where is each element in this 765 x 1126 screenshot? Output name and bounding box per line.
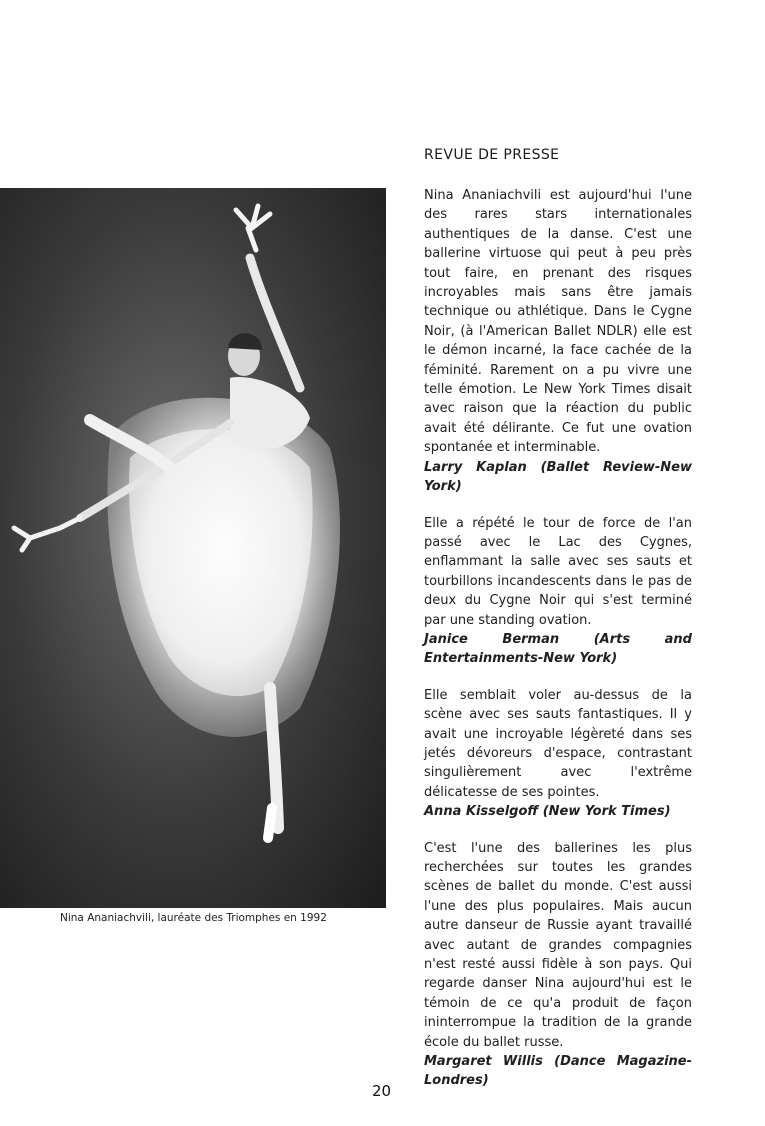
- review-author: Larry Kaplan (Ballet Review-New York): [424, 459, 692, 495]
- review-1: [424, 186, 692, 497]
- ballerina-photo: [0, 188, 386, 908]
- review-2: [424, 514, 692, 669]
- review-text: Elle a répété le tour de force de l'an passé avec le Lac des Cygnes, enflammant la salle avec ses sauts et tourbillons incandescents dans le pas de deux du Cygne Noir qui s'est terminé par une standing ovation.: [424, 515, 692, 628]
- review-text: Elle semblait voler au-dessus de la scène avec ses sauts fantastiques. Il y avait une incroyable légèreté dans ses jetés dévoreurs d'espace, contrastant singulièrement avec l'extrême délicatesse de ses pointes.: [424, 687, 692, 800]
- page-number: 20: [372, 1082, 392, 1100]
- review-3: [424, 686, 692, 822]
- ballerina-figure: [0, 188, 386, 908]
- review-text: Nina Ananiachvili est aujourd'hui l'une des rares stars internationales authentiques de la danse. C'est une ballerine virtuose qui peut à peu près tout faire, en prenant des risques incroyables mais sans être jamais technique ou athlétique. Dans le Cygne Noir, (à l'American Ballet NDLR) elle est le démon incarné, la face cachée de la féminité. Rarement on a pu vivre une telle émotion. Le New York Times disait avec raison que la réaction du public avait été délirante. Ce fut une ovation spontanée et interminable.: [424, 188, 692, 456]
- review-author: Margaret Willis (Dance Magazine-Londres): [424, 1054, 692, 1089]
- review-author: Anna Kisselgoff (New York Times): [424, 804, 671, 820]
- section-title: REVUE DE PRESSE: [424, 147, 560, 163]
- review-author: Janice Berman (Arts and Entertainments-New York): [424, 631, 692, 667]
- reviews-column: [424, 186, 692, 1108]
- review-text: C'est l'une des ballerines les plus recherchées sur toutes les grandes scènes de ballet du monde. C'est aussi l'une des plus populaires. Mais aucun autre danseur de Russie ayant travaillé avec autant de grandes compagnies n'est resté aussi fidèle à son pays. Qui regarde danser Nina aujourd'hui est le témoin de ce qu'a produit de façon ininterrompue la tradition de la grande école du ballet russe.: [424, 840, 692, 1050]
- photo-caption: Nina Ananiachvili, lauréate des Triomphes en 1992: [60, 912, 327, 924]
- review-4: [424, 839, 692, 1091]
